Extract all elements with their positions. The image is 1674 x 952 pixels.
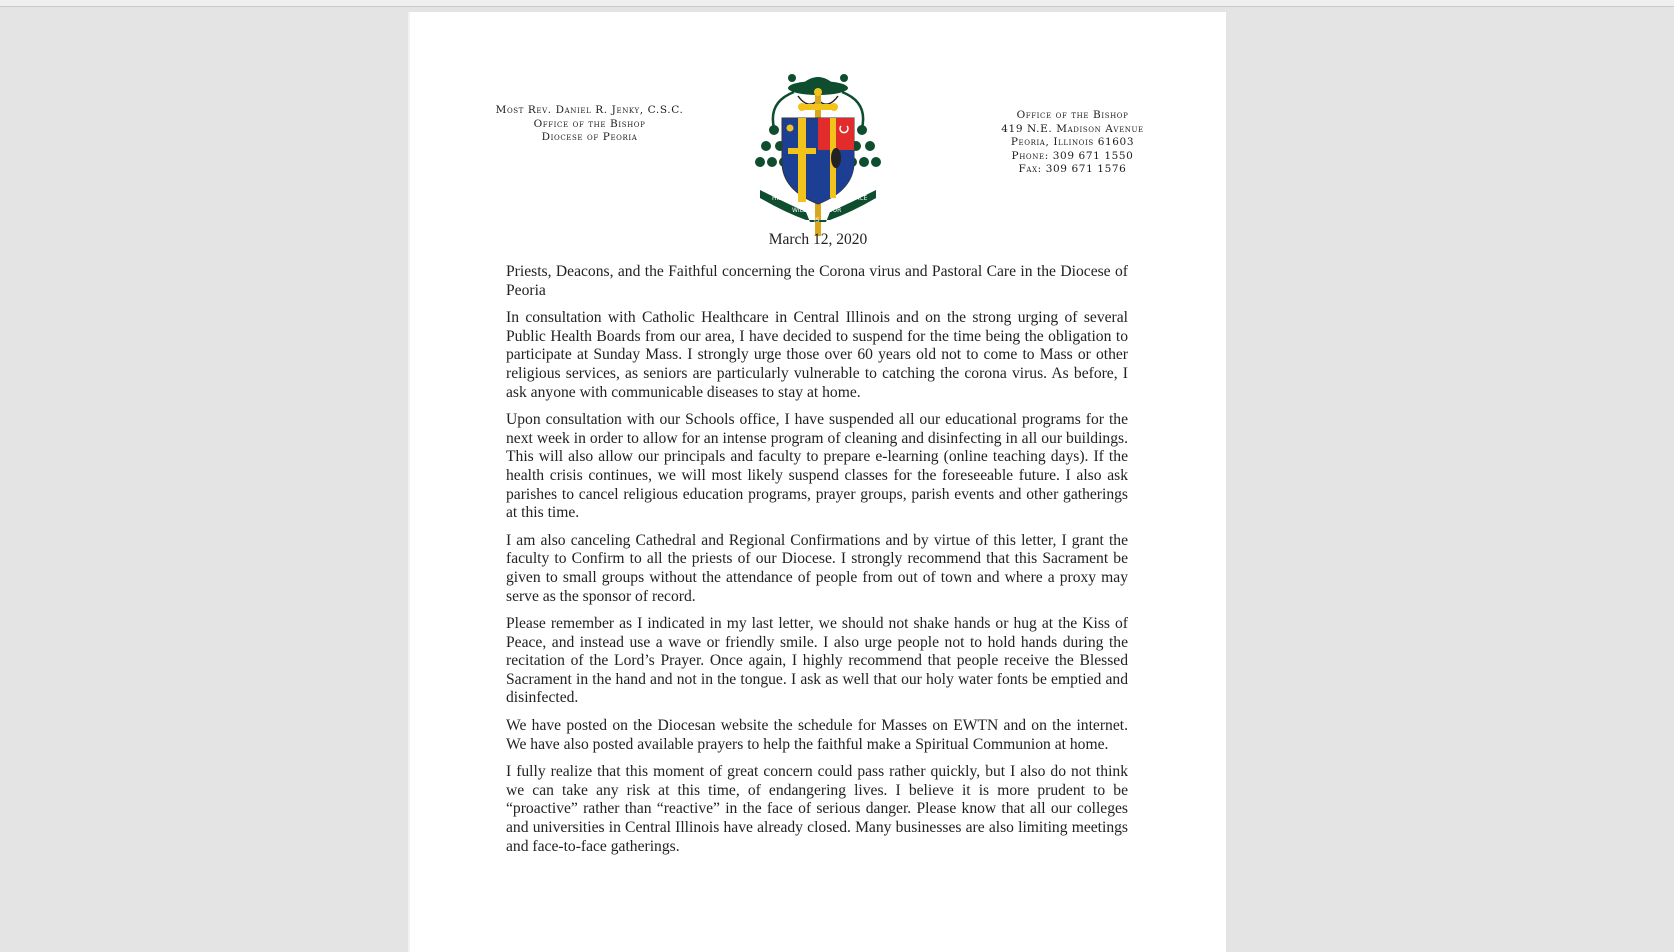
paragraph: We have posted on the Diocesan website the schedule for Masses on EWTN and on the internet. We have also posted available prayers to help the faithful make a Spiritual Communion at home. [506, 717, 1128, 753]
sender-name: Most Rev. Daniel R. Jenky, C.S.C. [495, 104, 684, 116]
paragraph: I fully realize that this moment of great concern could pass rather quickly, but I also do not think we can take any risk at this time, of endangering lives. I believe it is more prudent to be “proactive” rather than “reactive” in the face of serious danger. Please know that all our colleges and universities in Central Illinois have already closed. Many businesses are also limiting meetings and face-to-face gatherings. [506, 763, 1128, 855]
paragraph: Please remember as I indicated in my last letter, we should not shake hands or hug at the Kiss of Peace, and instead use a wave or friendly smile. I also urge people not to hold hands during the recitation of the Lord’s Prayer. Once again, I highly recommend that people receive the Blessed Sacrament in the hand and not in the tongue. I ask as well that our holy water fonts be emptied and disinfected. [506, 615, 1128, 707]
coat-of-arms-icon [754, 66, 882, 238]
letter-subject: Priests, Deacons, and the Faithful concerning the Corona virus and Pastoral Care in the Diocese of Peoria [506, 263, 1128, 299]
letterhead-sender [487, 104, 692, 145]
sender-diocese: Diocese of Peoria [541, 131, 638, 144]
paragraph: I am also canceling Cathedral and Regional Confirmations and by virtue of this letter, I grant the faculty to Confirm to all the priests of our Diocese. I strongly recommend that this Sacrament be given to small groups without the attendance of people from out of town and where a proxy may serve as the sponsor of record. [506, 531, 1128, 605]
address-fax: Fax: 309 671 1576 [1018, 163, 1127, 176]
svg-text:WILL: WILL [792, 207, 807, 214]
sender-office: Office of the Bishop [533, 117, 646, 130]
svg-text:PEACE: PEACE [848, 195, 868, 202]
letter-date: March 12, 2020 [768, 231, 868, 248]
viewer-top-bar [0, 0, 1674, 7]
address-office: Office of the Bishop [1016, 109, 1129, 121]
letter-body [506, 263, 1128, 865]
address-phone: Phone: 309 671 1550 [1011, 149, 1134, 162]
address-city: Peoria, Illinois 61603 [1010, 136, 1135, 149]
svg-text:IS: IS [814, 217, 820, 224]
letterhead-address [980, 109, 1165, 177]
address-street: 419 N.E. Madison Avenue [1001, 122, 1144, 135]
paragraph: Upon consultation with our Schools office, I have suspended all our educational programs for the next week in order to allow for an intense program of cleaning and disinfecting in all our buildings. This will also allow our principals and faculty to prepare e-learning (online teaching days). If the health crisis continues, we will most likely suspend classes for the foreseeable future. I also ask parishes to cancel religious education programs, prayer groups, parish events and other gatherings at this time. [506, 411, 1128, 522]
document-page [408, 12, 1226, 952]
svg-text:OUR: OUR [828, 207, 842, 214]
svg-text:HIS: HIS [772, 195, 783, 202]
paragraph: In consultation with Catholic Healthcare in Central Illinois and on the strong urging of several Public Health Boards from our area, I have decided to suspend for the time being the obligation to participate at Sunday Mass. I strongly urge those over 60 years old not to come to Mass or other religious services, as seniors are particularly vulnerable to catching the corona virus. As before, I ask anyone with communicable diseases to stay at home. [506, 309, 1128, 401]
